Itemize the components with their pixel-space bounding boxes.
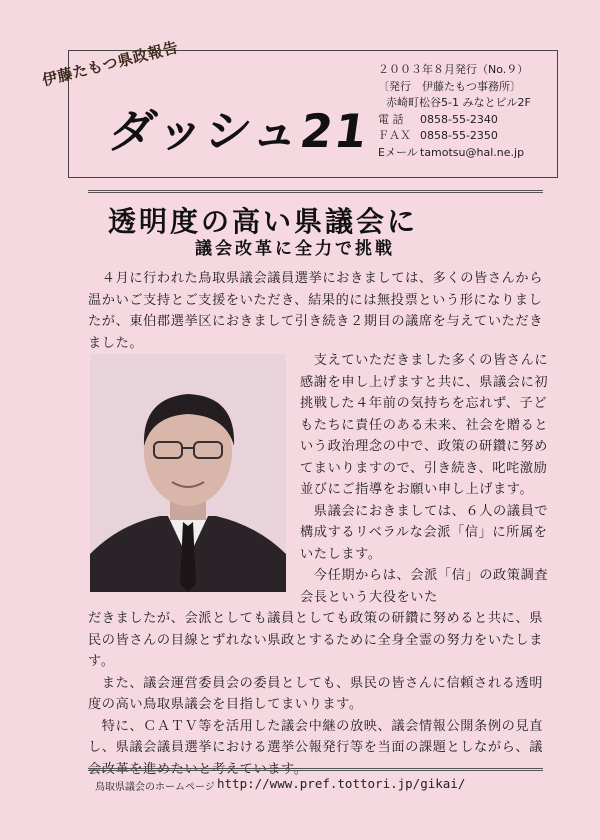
paragraph-4b: だきましたが、会派としても議員としても政策の研鑽に努めると共に、県民の皆さんの目線とずれない県政とするために全身全霊の努力をいたします。 (88, 611, 543, 669)
email-line (378, 145, 531, 162)
email-address[interactable]: tamotsu@hal.ne.jp (420, 145, 525, 159)
article-headline: 透明度の高い県議会に (108, 205, 419, 238)
newsletter-title: ダッシュ21 (105, 104, 373, 158)
tel-label: 電 話 (378, 112, 404, 126)
bottom-divider (88, 768, 543, 771)
fax-label: ＦＡＸ (378, 129, 411, 142)
footer-label: 鳥取県議会のホームページ (95, 782, 215, 793)
issue-date: ２００３年８月発行（No.９） (378, 63, 529, 76)
address: 赤崎町松谷5-1 みなとビル2F (386, 96, 531, 109)
series-label: 伊藤たもつ県政報告 (40, 38, 181, 90)
paragraph-1: ４月に行われた鳥取県議会議員選挙におきましては、多くの皆さんから温かいご支持とご支援をいただき、結果的には無投票という形になりましたが、東伯郡選挙区におきまして引き続き２期目の議席を与えていただきました。 (88, 271, 543, 351)
publisher-info (378, 62, 531, 161)
fax-line (378, 128, 531, 145)
footer-url-link[interactable]: http://www.pref.tottori.jp/gikai/ (217, 776, 466, 791)
paragraph-2: 支えていただきました多くの皆さんに感謝を申し上げますと共に、県議会に初挑戦した４年前の気持ちを忘れず、子どもたちに責任のある未来、社会を贈るという政治理念の中で、政策の研鑽に努めてまいりますので、引き続き、叱咤激励並びにご指導をお願い申し上げます。 (300, 353, 549, 497)
publisher: 〔発行 伊藤たもつ事務所〕 (378, 79, 521, 93)
article-right-column (300, 350, 550, 608)
portrait-photo (90, 354, 286, 592)
article-lower (88, 608, 550, 780)
article-subheadline: 議会改革に全力で挑戦 (195, 239, 395, 259)
top-divider (88, 190, 543, 193)
paragraph-5: また、議会運営委員会の委員としても、県民の皆さんに信頼される透明度の高い鳥取県議会を目指してまいります。 (88, 675, 543, 712)
paragraph-3: 県議会におきましては、６人の議員で構成するリベラルな会派「信」に所属をいたします。 (300, 503, 549, 562)
article-intro (88, 268, 550, 354)
fax-number: 0858-55-2350 (420, 129, 498, 142)
footer (95, 776, 466, 793)
email-label: Eメール (378, 145, 418, 159)
tel-line (378, 112, 531, 129)
paragraph-4a: 今任期からは、会派「信」の政策調査会長という大役をいた (300, 568, 549, 605)
tel-number: 0858-55-2340 (420, 112, 498, 126)
paragraph-6: 特に、ＣＡＴＶ等を活用した議会中継の放映、議会情報公開条例の見直し、県議会議員選挙における選挙公報発行等を当面の課題としながら、議会改革を進めたいと考えています。 (88, 718, 543, 777)
